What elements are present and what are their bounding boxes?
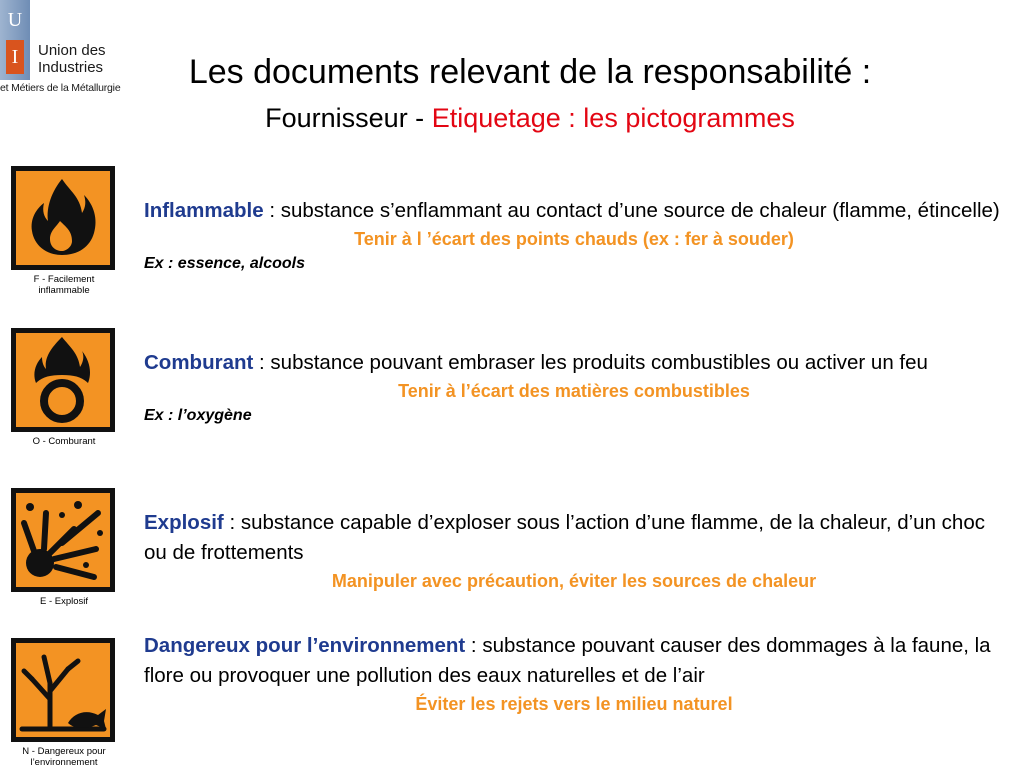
entry-text: : substance s’enflammant au contact d’une source de chaleur (flamme, étincelle) [263,199,1000,222]
entry-text: : substance pouvant embraser les produits combustibles ou activer un feu [253,351,928,374]
entry-example: Ex : l’oxygène [144,407,252,424]
dead-tree-fish-icon [16,643,110,737]
entry-comburant [144,348,1004,428]
entry-description [144,508,1004,568]
entry-term: Dangereux pour l’environnement [144,634,466,657]
page-subtitle [120,101,940,135]
caption-line: N - Dangereux pour [22,746,106,757]
entry-description [144,196,1004,226]
entry-environnement [144,631,1004,717]
logo-letter-u: U [7,9,23,31]
entry-description [144,348,1004,378]
entry-example: Ex : essence, alcools [144,255,305,272]
logo-letter-i: I [6,40,24,74]
subtitle-prefix: Fournisseur - [265,103,432,133]
entry-term: Explosif [144,511,224,534]
pictogram-frame [11,488,115,592]
explosion-icon [16,493,110,587]
uimm-logo [0,0,121,100]
caption-line: O - Comburant [32,436,96,447]
entry-term: Inflammable [144,199,264,222]
entry-text: : substance pouvant causer des dommages à la faune, la flore ou provoquer une pollution des eaux naturelles et de l’air [144,634,991,687]
entry-inflammable [144,196,1004,276]
pictogram-caption [8,596,120,607]
caption-line: inflammable [38,285,90,296]
logo-name [38,42,106,76]
entry-text: : substance capable d’exploser sous l’action d’une flamme, de la chaleur, d’un choc ou de frottements [144,511,985,564]
logo-name-line1: Union des [38,42,106,59]
pictogram-caption [8,746,120,768]
entry-advice: Manipuler avec précaution, éviter les sources de chaleur [331,571,817,591]
entry-explosif [144,508,1004,594]
page-title: Les documents relevant de la responsabilité : [188,53,872,91]
pictogram-frame [11,638,115,742]
caption-line: l’environnement [30,757,98,768]
subtitle-highlight: Etiquetage : les pictogrammes [431,103,795,133]
logo-subline: et Métiers de la Métallurgie [0,82,121,94]
logo-name-line2: Industries [38,59,104,76]
pictogram-caption [8,436,120,447]
caption-line: F - Facilement [33,274,95,285]
entry-advice: Tenir à l’écart des matières combustibles [398,381,750,401]
pictogram-frame [11,328,115,432]
pictogram-caption [8,274,120,296]
flame-icon [16,171,110,265]
entry-description [144,631,1004,691]
flame-over-circle-icon [16,333,110,427]
entry-advice: Tenir à l ’écart des points chauds (ex : fer à souder) [354,229,794,249]
pictogram-frame [11,166,115,270]
caption-line: E - Explosif [39,596,89,607]
entry-term: Comburant [144,351,254,374]
entry-advice: Éviter les rejets vers le milieu naturel [415,694,733,714]
